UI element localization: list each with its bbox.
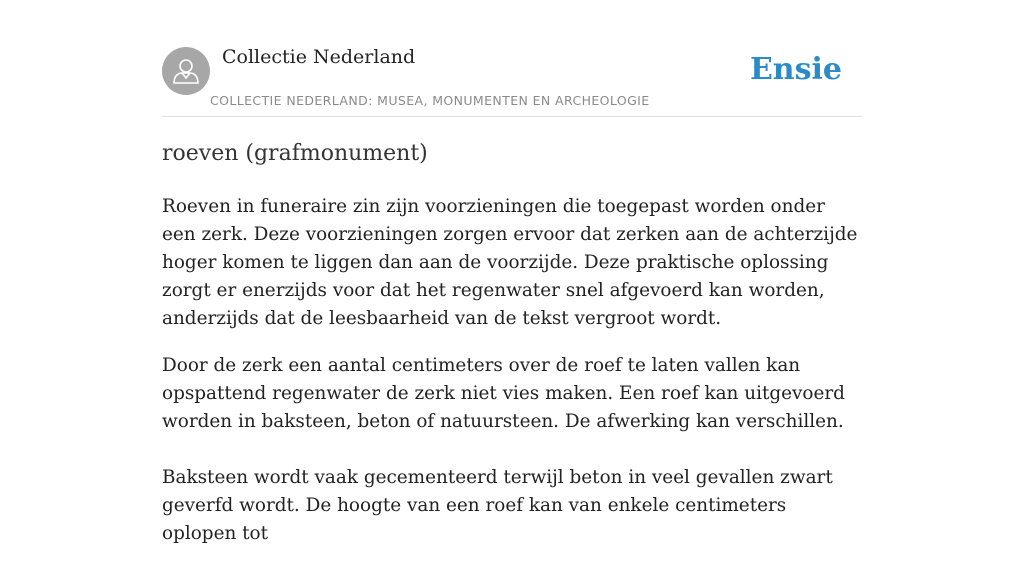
header [162,40,862,117]
author-name[interactable]: Collectie Nederland [222,46,416,68]
brand-logo[interactable]: Ensie [749,52,842,87]
article-paragraph: Door de zerk een aantal centimeters over de roef te laten vallen kan opspattend regenwater de zerk niet vies maken. Een roef kan uitgevoerd worden in baksteen, beton of natuursteen. De afwerking kan verschillen. Baksteen wordt vaak gecementeerd terwijl beton in veel gevallen zwart geverfd wordt. De hoogte van een roef kan van enkele centimeters oplopen tot [162,355,845,544]
user-avatar-icon[interactable] [162,47,210,95]
source-label[interactable]: COLLECTIE NEDERLAND: MUSEA, MONUMENTEN EN ARCHEOLOGIE [210,93,650,108]
article-title: roeven (grafmonument) [162,141,428,166]
article-paragraph: Roeven in funeraire zin zijn voorzieningen die toegepast worden onder een zerk. Deze voorzieningen zorgen ervoor dat zerken aan de achterzijde hoger komen te liggen dan aan de voorzijde. Deze praktische oplossing zorgt er enerzijds voor dat het regenwater snel afgevoerd kan worden, anderzijds dat de leesbaarheid van de tekst vergroot wordt. [162,196,858,329]
article [162,139,864,567]
